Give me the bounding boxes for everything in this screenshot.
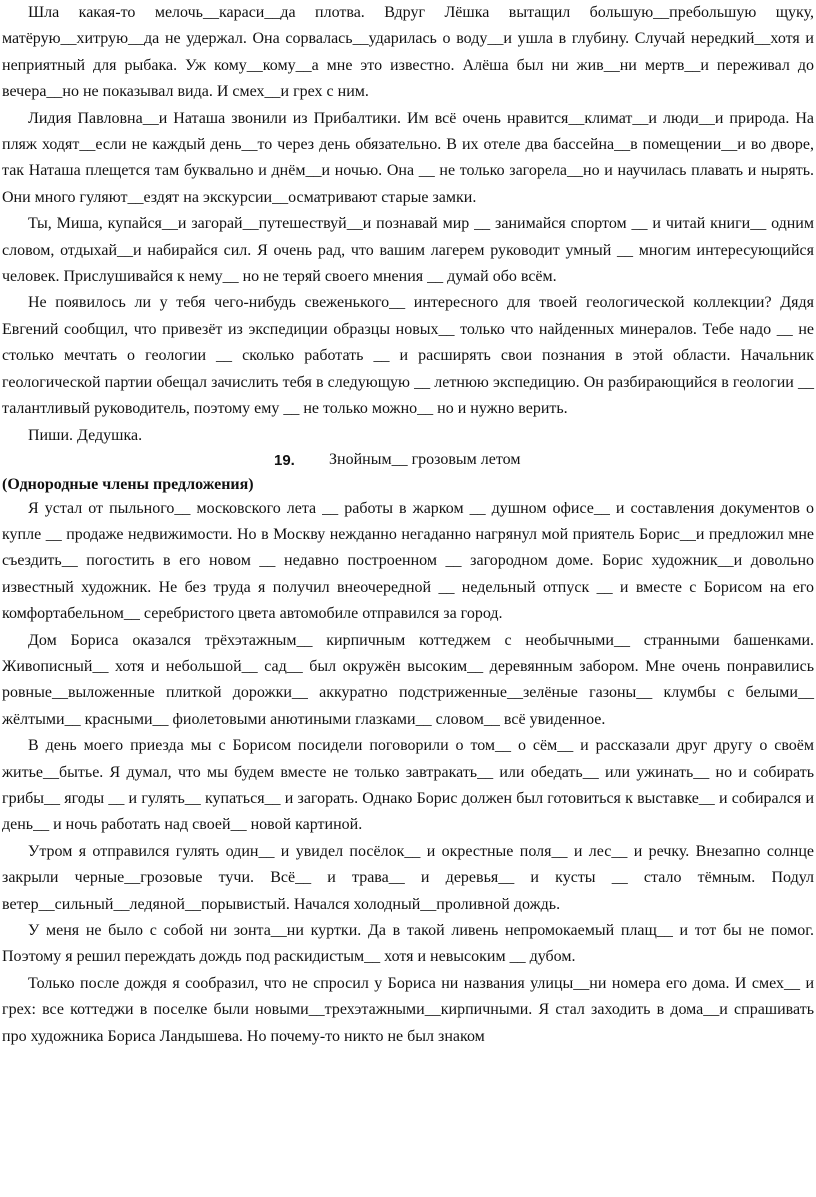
paragraph: Только после дождя я сообразил, что не спросил у Бориса ни названия улицы__ни номера его дома. И смех__ и грех: все коттеджи в поселке были новыми__трехэтажными__кирпичными. Я стал заходить в дома__и спрашивать про художника Бориса Ландышева. Но почему-то никто не был знаком bbox=[2, 974, 814, 1045]
paragraph: Шла какая-то мелочь__караси__да плотва. Вдруг Лёшка вытащил большую__пребольшую щуку, матёрую__хитрую__да не удержал. Она сорвалась__ударилась о воду__и ушла в глубину. Случай нередкий__хотя и неприятный для рыбака. Уж кому__кому__а мне это известно. Алёша был ни жив__ни мертв__и переживал до вечера__но не показывал вида. И смех__и грех с ним. bbox=[2, 4, 814, 101]
paragraph: Дом Бориса оказался трёхэтажным__ кирпичным коттеджем с необычными__ странными башенками. Живописный__ хотя и небольшой__ сад__ был окружён высоким__ деревянным забором. Мне очень понравились ровные__выложенные плиткой дорожки__ аккуратно подстриженные__зелёные газоны__ клумбы с белыми__ жёлтыми__ красными__ фиолетовыми анютиными глазками__ словом__ всё увиденное. bbox=[2, 631, 814, 728]
paragraph: У меня не было с собой ни зонта__ни куртки. Да в такой ливень непромокаемый плащ__ и тот бы не помог. Поэтому я решил переждать дождь под раскидистым__ хотя и невысоким __ дубом. bbox=[2, 922, 814, 966]
paragraph: Я устал от пыльного__ московского лета __ работы в жарком __ душном офисе__ и составления документов о купле __ продаже недвижимости. Но в Москву нежданно негаданно нагрянул мой приятель Борис__и предложил мне съездить__ погостить в его новом __ недавно построенном __ загородном доме. Борис художник__и довольно известный художник. Не без труда я получил внеочередной __ недельный отпуск __ и вместе с Борисом на его комфортабельном__ серебристого цвета автомобиле отправился за город. bbox=[2, 499, 814, 623]
paragraph: Утром я отправился гулять один__ и увидел посёлок__ и окрестные поля__ и лес__ и речку. Внезапно солнце закрыли черные__грозовые тучи. Всё__ и трава__ и деревья__ и кусты __ стало тёмным. Подул ветер__сильный__ледяной__порывистый. Начался холодный__проливной дождь. bbox=[2, 842, 814, 913]
paragraph: Лидия Павловна__и Наташа звонили из Прибалтики. Им всё очень нравится__климат__и люди__и природа. На пляж ходят__если не каждый день__то через день обязательно. В их отеле два бассейна__в помещении__и во дворе, так Наташа плещется там буквально и днём__и ночью. Она __ не только загорела__но и научилась плавать и нырять. Они много гуляют__ездят на экскурсии__осматривают старые замки. bbox=[2, 109, 814, 206]
task-number: 19. bbox=[274, 451, 295, 469]
section-heading: (Однородные члены предложения) bbox=[2, 475, 254, 493]
paragraph: В день моего приезда мы с Борисом посидели поговорили о том__ о сём__ и рассказали друг другу о своём житье__бытье. Я думал, что мы будем вместе не только завтракать__ или обедать__ или ужинать__ но и собирать грибы__ ягоды __ и гулять__ купаться__ и загорать. Однако Борис должен был готовиться к выставке__ и собирался и день__ и ночь работать над своей__ новой картиной. bbox=[2, 737, 814, 834]
paragraph: Ты, Миша, купайся__и загорай__путешествуй__и познавай мир __ занимайся спортом __ и читай книги__ одним словом, отдыхай__и набирайся сил. Я очень рад, что вашим лагерем руководит умный __ многим интересующийся человек. Прислушивайся к нему__ но не теряй своего мнения __ думай обо всём. bbox=[2, 215, 814, 286]
task-header bbox=[2, 449, 814, 474]
paragraph: Не появилось ли у тебя чего-нибудь свеженького__ интересного для твоей геологической коллекции? Дядя Евгений сообщил, что привезёт из экспедиции образцы новых__ только что найденных минералов. Тебе надо __ не столько мечтать о геологии __ сколько работать __ и расширять свои познания в этой области. Начальник геологической партии обещал зачислить тебя в следующую __ летнюю экспедицию. Он разбирающийся в геологии __ талантливый руководитель, поэтому ему __ не только можно__ но и нужно верить. bbox=[2, 294, 814, 418]
task-title: Знойным__ грозовым летом bbox=[329, 450, 521, 468]
signature: Пиши. Дедушка. bbox=[28, 426, 143, 444]
